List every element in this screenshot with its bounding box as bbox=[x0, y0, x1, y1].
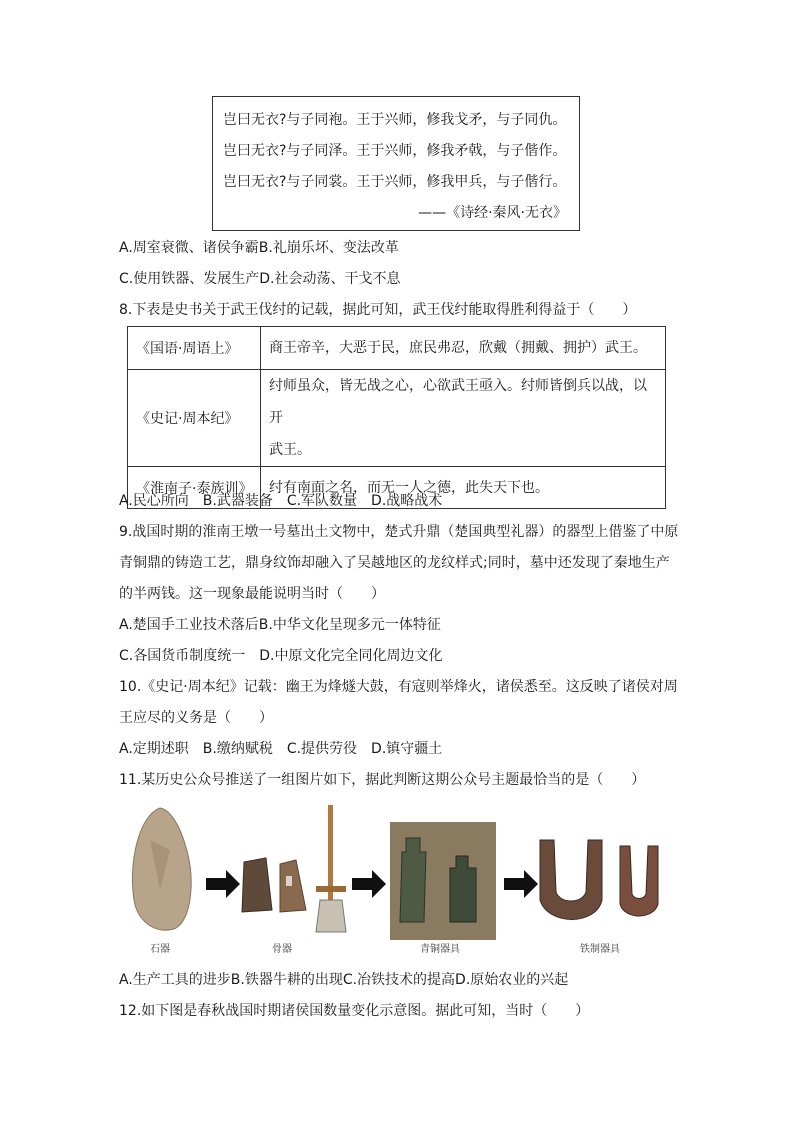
arrow-right-icon bbox=[206, 870, 240, 898]
table-cell-text bbox=[261, 327, 666, 370]
table-row bbox=[128, 327, 666, 370]
tools-illustration bbox=[120, 800, 680, 955]
q9-stem-line: 9.战国时期的淮南王墩一号墓出土文物中，楚式升鼎（楚国典型礼器）的器型上借鉴了中原 bbox=[119, 524, 679, 540]
poem-source: ——《诗经·秦风·无衣》 bbox=[418, 205, 567, 221]
bone-tool-hole-icon bbox=[286, 876, 292, 886]
table-row bbox=[128, 370, 666, 467]
table-cell-text bbox=[261, 370, 666, 467]
q8-table bbox=[127, 326, 666, 509]
q7-options-ab: A.周室衰微、诸侯争霸B.礼崩乐坏、变法改革 bbox=[119, 240, 399, 256]
q11-options: A.生产工具的进步B.铁器牛耕的出现C.冶铁技术的提高D.原始农业的兴起 bbox=[119, 972, 569, 988]
caption-bone: 骨器 bbox=[272, 944, 292, 955]
q12-stem: 12.如下图是春秋战国时期诸侯国数量变化示意图。据此可知，当时（ ） bbox=[119, 1003, 590, 1019]
q9-stem-line: 青铜鼎的铸造工艺，鼎身纹饰却融入了吴越地区的龙纹样式;同时，墓中还发现了秦地生产 bbox=[119, 555, 670, 571]
tools-evolution-figure bbox=[120, 800, 680, 955]
arrow-right-icon bbox=[352, 870, 386, 898]
table-cell-text-line: 商王帝辛，大恶于民，庶民弗忍，欣戴（拥戴、拥护）武王。 bbox=[269, 340, 647, 356]
poem-box bbox=[212, 96, 580, 231]
table-cell-text-line: 武王。 bbox=[269, 442, 311, 458]
table-cell-text-line: 纣有南面之名，而无一人之德，此失天下也。 bbox=[269, 479, 549, 496]
poem-line: 岂曰无衣?与子同泽。王于兴师，修我矛戟，与子偕作。 bbox=[223, 143, 567, 159]
q10-options: A.定期述职 B.缴纳赋税 C.提供劳役 D.镇守疆土 bbox=[119, 741, 443, 757]
q9-options-ab: A.楚国手工业技术落后B.中华文化呈现多元一体特征 bbox=[119, 617, 441, 633]
caption-iron: 铁制器具 bbox=[580, 944, 620, 955]
bone-tool-icon bbox=[242, 858, 272, 912]
poem-line: 岂曰无衣?与子同袍。王于兴师，修我戈矛，与子同仇。 bbox=[223, 112, 567, 128]
table-cell-book: 《国语·周语上》 bbox=[128, 327, 261, 370]
iron-tool-icon bbox=[620, 846, 658, 916]
q8-options: A.民心所向 B.武器装备 C.军队数量 D.战略战术 bbox=[119, 493, 443, 509]
wooden-handle-icon bbox=[328, 805, 333, 910]
table-cell-text-line: 纣师虽众，皆无战之心，心欲武王亟入。纣师皆倒兵以战，以开 bbox=[269, 378, 647, 426]
arrow-right-icon bbox=[504, 870, 538, 898]
caption-stone: 石器 bbox=[150, 944, 170, 955]
q11-stem: 11.某历史公众号推送了一组图片如下，据此判断这期公众号主题最恰当的是（ ） bbox=[119, 772, 646, 788]
wooden-crossbar-icon bbox=[316, 886, 346, 892]
q10-stem-line: 10.《史记·周本纪》记载：幽王为烽燧大鼓，有寇则举烽火，诸侯悉至。这反映了诸侯对周 bbox=[119, 679, 678, 695]
hafted-blade-icon bbox=[316, 900, 346, 932]
q9-options-cd: C.各国货币制度统一 D.中原文化完全同化周边文化 bbox=[119, 648, 443, 664]
poem-line: 岂曰无衣?与子同裳。王于兴师，修我甲兵，与子偕行。 bbox=[223, 174, 567, 190]
q9-stem-line: 的半两钱。这一现象最能说明当时（ ） bbox=[119, 586, 385, 602]
iron-tool-icon bbox=[540, 840, 602, 920]
table-cell-book: 《史记·周本纪》 bbox=[128, 370, 261, 467]
bone-tool-icon bbox=[280, 860, 306, 912]
caption-bronze: 青铜器具 bbox=[420, 944, 460, 955]
q8-stem: 8.下表是史书关于武王伐纣的记载，据此可知，武王伐纣能取得胜利得益于（ ） bbox=[119, 302, 637, 318]
q7-options-cd: C.使用铁器、发展生产D.社会动荡、干戈不息 bbox=[119, 271, 401, 287]
q10-stem-line: 王应尽的义务是（ ） bbox=[119, 710, 273, 726]
table-cell-book: 《淮南子·泰族训》 bbox=[128, 467, 261, 509]
